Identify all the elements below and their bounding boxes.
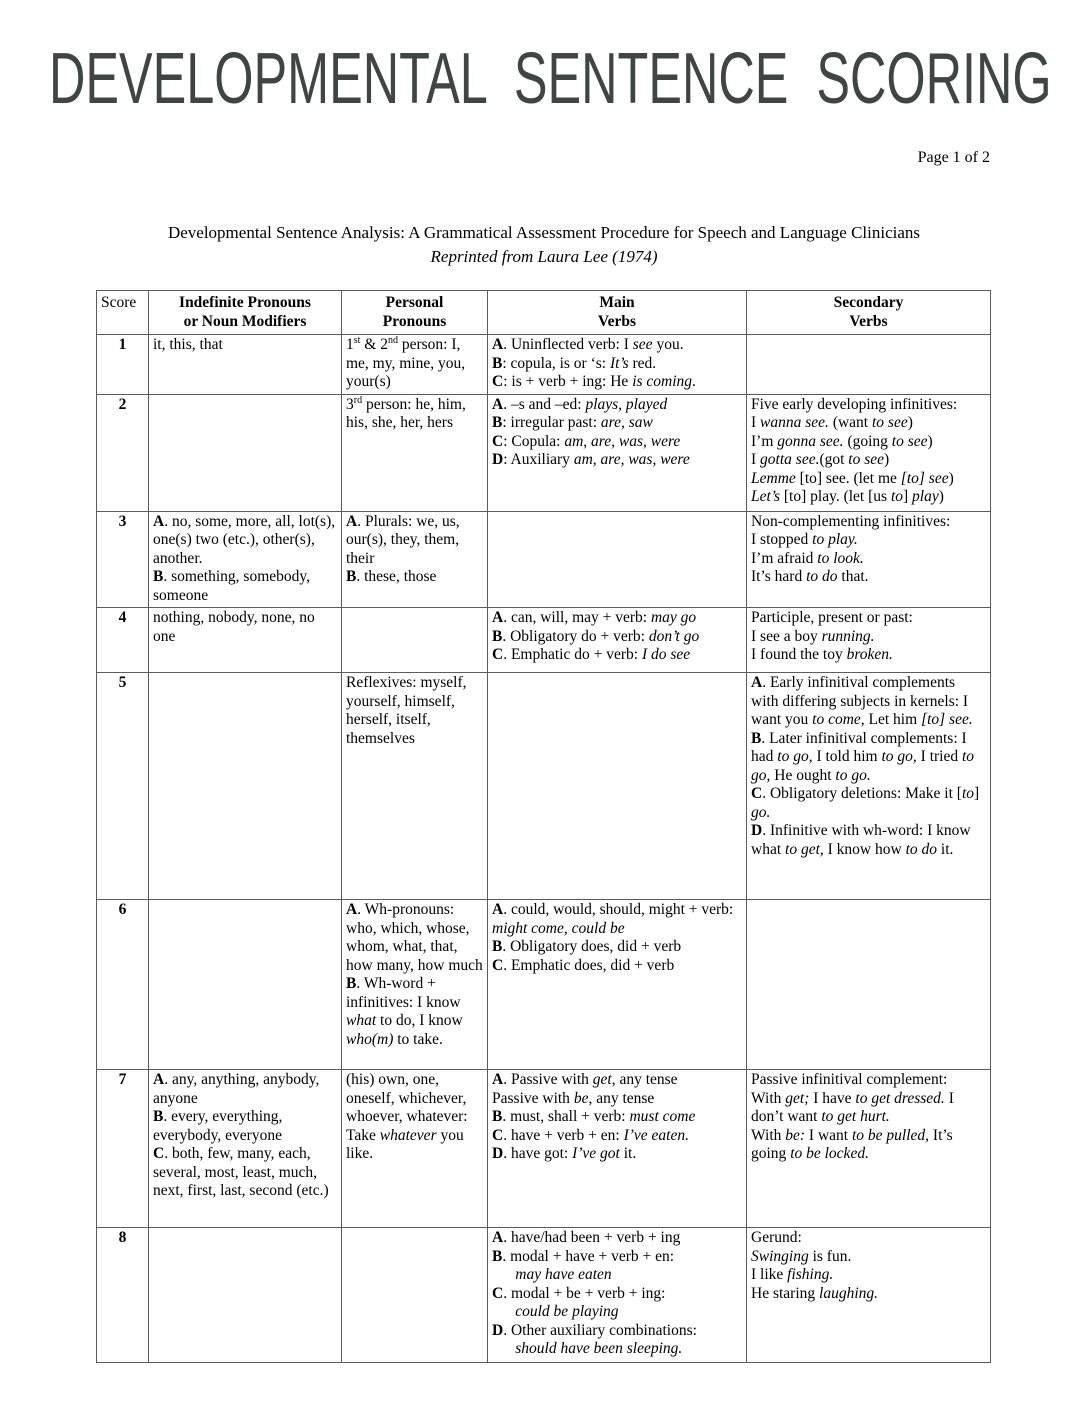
cell-score: 1: [97, 335, 149, 395]
header-indefinite-line1: Indefinite Pronouns: [179, 294, 311, 311]
table-row: [97, 511, 991, 608]
cell-secondary-verbs: [747, 900, 991, 1070]
cell-score: 8: [97, 1228, 149, 1363]
subtitle-line1: Developmental Sentence Analysis: A Grammatical Assessment Procedure for Speech and Language Clinicians: [167, 223, 921, 242]
cell-personal-pronouns: 1st & 2nd person: I, me, my, mine, you, your(s): [342, 335, 488, 395]
header-cell-main-verbs: [488, 291, 747, 335]
table-row: [97, 335, 991, 395]
cell-indefinite-pronouns: A. any, anything, anybody, anyone B. every, everything, everybody, everyone C. both, few, many, each, several, most, least, much, next, first, last, second (etc.): [149, 1070, 342, 1228]
cell-indefinite-pronouns: [149, 673, 342, 900]
cell-personal-pronouns: A. Plurals: we, us, our(s), they, them, their B. these, those: [342, 511, 488, 608]
cell-secondary-verbs: Participle, present or past: I see a boy running. I found the toy broken.: [747, 608, 991, 673]
cell-main-verbs: A. –s and –ed: plays, played B: irregular past: are, saw C: Copula: am, are, was, were D: Auxiliary am, are, was, were: [488, 394, 747, 511]
cell-main-verbs: A. Passive with get, any tense Passive with be, any tense B. must, shall + verb: must come C. have + verb + en: I’ve eaten. D. have got: I’ve got it.: [488, 1070, 747, 1228]
page-title: [49, 39, 1088, 119]
header-indefinite-line2: or Noun Modifiers: [183, 313, 307, 330]
cell-indefinite-pronouns: it, this, that: [149, 335, 342, 395]
table-row: [97, 900, 991, 1070]
header-personal-line2: Pronouns: [382, 313, 447, 330]
header-personal-line1: Personal: [385, 294, 444, 311]
cell-score: 5: [97, 673, 149, 900]
cell-score: 7: [97, 1070, 149, 1228]
cell-secondary-verbs: [747, 335, 991, 395]
cell-personal-pronouns: (his) own, one, oneself, whichever, whoever, whatever: Take whatever you like.: [342, 1070, 488, 1228]
cell-main-verbs: [488, 511, 747, 608]
cell-main-verbs: A. Uninflected verb: I see you. B: copula, is or ‘s: It’s red. C: is + verb + ing: He is coming.: [488, 335, 747, 395]
page-number: Page 1 of 2: [917, 149, 990, 166]
cell-personal-pronouns: [342, 1228, 488, 1363]
header-cell-secondary-verbs: [747, 291, 991, 335]
table-row: [97, 673, 991, 900]
cell-score: 4: [97, 608, 149, 673]
cell-personal-pronouns: [342, 608, 488, 673]
cell-secondary-verbs: Five early developing infinitives: I wanna see. (want to see) I’m gonna see. (going to see) I gotta see.(got to see) Lemme [to] see. (let me [to] see) Let’s [to] play. (let [us to] play): [747, 394, 991, 511]
cell-secondary-verbs: Passive infinitival complement: With get; I have to get dressed. I don’t want to get hurt. With be: I want to be pulled, It’s going to be locked.: [747, 1070, 991, 1228]
table-body: [97, 335, 991, 1363]
header-secondary-line1: Secondary: [833, 294, 904, 311]
subtitle-line2: Reprinted from Laura Lee (1974): [430, 247, 658, 266]
table-row: [97, 1228, 991, 1363]
page-title-text: DEVELOPMENTAL SENTENCE SCORING: [49, 39, 1052, 119]
header-score-label: Score: [101, 294, 137, 311]
cell-secondary-verbs: A. Early infinitival complements with differing subjects in kernels: I want you to come, Let him [to] see. B. Later infinitival complements: I had to go, I told him to go, I tried to go, He ought to go. C. Obligatory deletions: Make it [to] go. D. Infinitive with wh-word: I know what to get, I know how to do it.: [747, 673, 991, 900]
cell-personal-pronouns: A. Wh-pronouns: who, which, whose, whom, what, that, how many, how much B. Wh-word + infinitives: I know what to do, I know who(m) to take.: [342, 900, 488, 1070]
header-row: [97, 291, 991, 335]
header-cell-personal-pronouns: [342, 291, 488, 335]
cell-score: 3: [97, 511, 149, 608]
cell-main-verbs: A. can, will, may + verb: may go B. Obligatory do + verb: don’t go C. Emphatic do + verb: I do see: [488, 608, 747, 673]
cell-indefinite-pronouns: nothing, nobody, none, no one: [149, 608, 342, 673]
header-main-line2: Verbs: [597, 313, 637, 330]
cell-score: 2: [97, 394, 149, 511]
header-cell-indefinite-pronouns: [149, 291, 342, 335]
table-row: [97, 608, 991, 673]
table-row: [97, 1070, 991, 1228]
cell-main-verbs: A. could, would, should, might + verb: might come, could be B. Obligatory does, did + verb C. Emphatic does, did + verb: [488, 900, 747, 1070]
header-secondary-line2: Verbs: [849, 313, 888, 330]
cell-secondary-verbs: Non-complementing infinitives: I stopped to play. I’m afraid to look. It’s hard to do that.: [747, 511, 991, 608]
cell-score: 6: [97, 900, 149, 1070]
cell-indefinite-pronouns: [149, 900, 342, 1070]
cell-personal-pronouns: 3rd person: he, him, his, she, her, hers: [342, 394, 488, 511]
header-cell-score: [97, 291, 149, 335]
cell-indefinite-pronouns: A. no, some, more, all, lot(s), one(s) two (etc.), other(s), another. B. something, somebody, someone: [149, 511, 342, 608]
scoring-table: [96, 290, 991, 1363]
cell-personal-pronouns: Reflexives: myself, yourself, himself, herself, itself, themselves: [342, 673, 488, 900]
table-row: [97, 394, 991, 511]
cell-indefinite-pronouns: [149, 1228, 342, 1363]
document-subtitle: [0, 221, 1088, 269]
cell-main-verbs: A. have/had been + verb + ing B. modal + have + verb + en: may have eaten C. modal + be + verb + ing: could be playing D. Other auxiliary combinations: should have been sleeping.: [488, 1228, 747, 1363]
cell-indefinite-pronouns: [149, 394, 342, 511]
cell-main-verbs: [488, 673, 747, 900]
header-main-line1: Main: [599, 294, 635, 311]
cell-secondary-verbs: Gerund: Swinging is fun. I like fishing. He staring laughing.: [747, 1228, 991, 1363]
